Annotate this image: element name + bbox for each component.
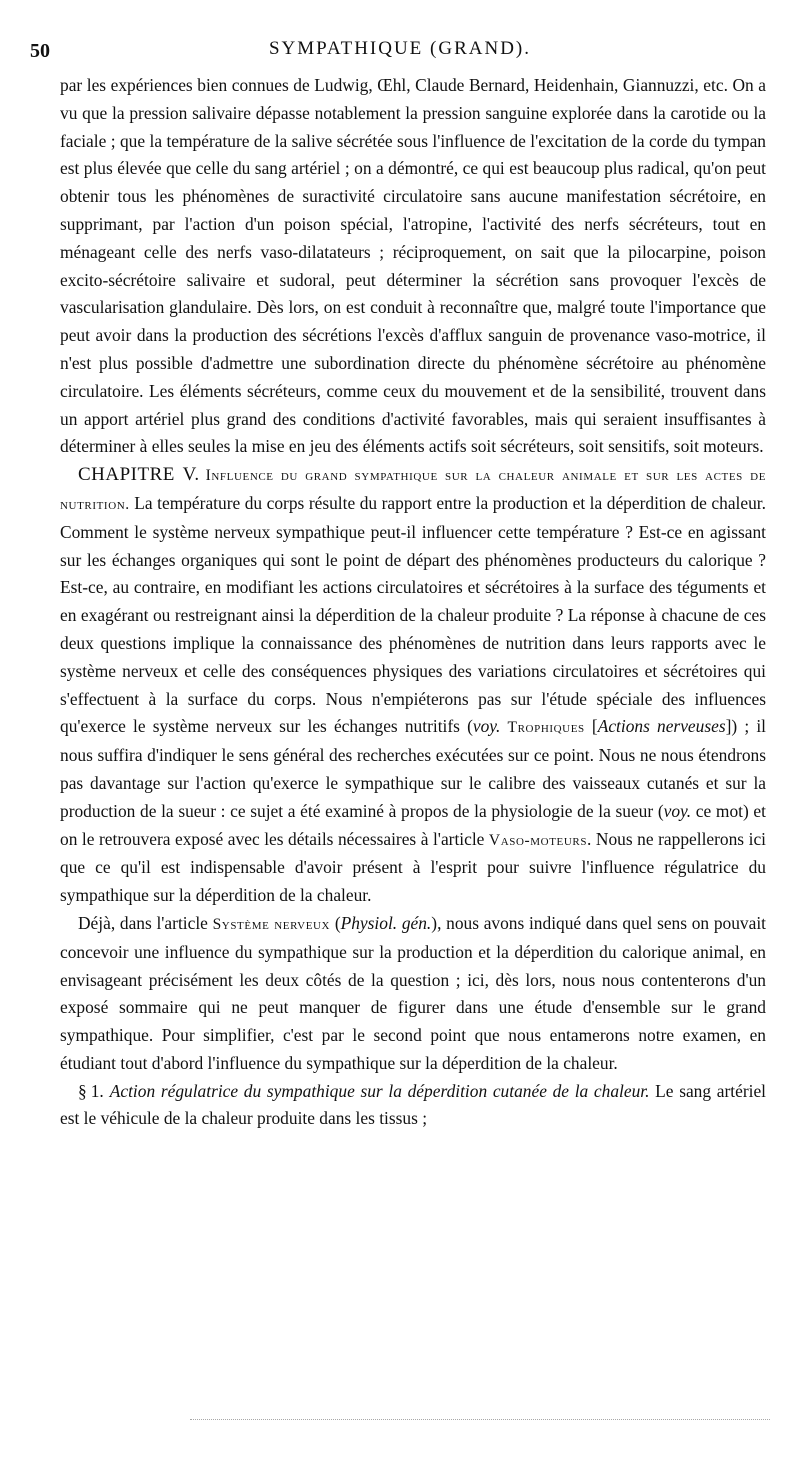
para3-text-c: ), nous avons indiqué dans quel sens on pouvait concevoir une influence du sympathique sur la production et la déperdition du calorique animal, en envisageant précisément les deux côtés de la question ; ici, dès lors, nous nous contenterons d'un exposé sommaire qui ne peut manquer de figurer dans une étude d'ensemble sur le grand sympathique. Pour simplifier, c'est par le second point que nous entamerons notre examen, en étudiant tout d'abord l'influence du sympathique sur la déperdition de la chaleur. (60, 912, 766, 1073)
paragraph-chapter-intro: CHAPITRE V. Influence du grand sympathique sur la chaleur animale et sur les actes de nutrition. La température du corps résulte du rapport entre la production et la déperdition de chaleur. Comment le système nerveux sympathique peut-il influencer cette température ? Est-ce en agissant sur les échanges organiques qui sont le point de départ des phénomènes producteurs du calorique ? Est-ce, au contraire, en modifiant les actions circulatoires et sécrétoires à la surface des téguments et en exagérant ou restreignant ainsi la déperdition de la chaleur produite ? La réponse à chacune de ces deux questions implique la connaissance des phénomènes de nutrition dans leurs rapports avec le système nerveux et celle des conséquences physiques des variations circulatoires et sécrétoires qui s'effectuent à la surface du corps. Nous n'empiéterons pas sur l'étude spéciale des influences qu'exerce le système nerveux sur les échanges nutritifs (voy. Trophiques [Actions nerveuses]) ; il nous suffira d'indiquer le sens général des recherches exécutées sur ce point. Nous ne nous étendrons pas davantage sur l'action qu'exerce le sympathique sur le calibre des vaisseaux cutanés et sur la production de la sueur : ce sujet a été examiné à propos de la physiologie de la sueur (voy. ce mot) et on le retrouvera exposé avec les détails nécessaires à l'article Vaso-moteurs. Nous ne rappellerons ici que ce qu'il est indispensable d'avoir présent à l'esprit pour suivre l'influence régulatrice du sympathique sur la déperdition de la chaleur. (60, 464, 767, 906)
para3-text-a: Déjà, dans l'article (78, 912, 213, 933)
paragraph-section-1 (60, 1078, 766, 1134)
body-text (60, 72, 766, 1133)
trophiques-ref: Trophiques (507, 719, 585, 737)
paragraph-systeme-nerveux (60, 910, 766, 1078)
page-header (30, 34, 770, 64)
paragraph-secretion: par les expériences bien connues de Ludwig, Œhl, Claude Bernard, Heidenhain, Giannuzzi, etc. On a vu que la pression salivaire dépasse notablement la pression sanguine explorée dans la carotide ou la faciale ; que la température de la salive sécrétée sous l'influence de l'excitation de la corde du tympan est plus élevée que celle du sang artériel ; on a démontré, ce qui est beaucoup plus radical, qu'on peut obtenir tous les phénomènes de suractivité circulatoire sans aucune manifestation sécrétoire, en supprimant, par l'action d'un poison spécial, l'atropine, l'activité des nerfs sécréteurs, tout en ménageant celle des nerfs vaso-dilatateurs ; réciproquement, on sait que la pilocarpine, poison excito-sécrétoire salivaire et sudoral, peut déterminer la sécrétion sans provoquer l'excès de vascularisation glandulaire. Dès lors, on est conduit à reconnaître que, malgré toute l'importance que peut avoir dans la production des sécrétions l'excès d'afflux sanguin de provenance vaso-motrice, il n'est plus possible d'admettre une subordination directe du phénomène sécrétoire au phénomène circulatoire. Les éléments sécréteurs, comme ceux du mouvement et de la sensibilité, trouvent dans un apport artériel plus grand des conditions d'activité favorables, mais qui seraient insuffisantes à déterminer à elles seules la mise en jeu des éléments actifs soit sécréteurs, soit sensitifs, soit moteurs. (60, 75, 766, 457)
bottom-ink-smear (190, 1419, 770, 1420)
section-title: Action régulatrice du sympathique sur la déperdition cutanée de la chaleur. (109, 1080, 650, 1101)
vaso-moteurs-ref: Vaso-moteurs (488, 831, 588, 849)
page-number: 50 (30, 40, 50, 62)
chapter-label: CHAPITRE V. (78, 464, 200, 486)
chapter-text-a: La température du corps résulte du rapport entre la production et la déperdition de chaleur. Comment le système nerveux sympathique peut-il influencer cette température ? Est-ce en agissant sur les échanges organiques qui sont le point de départ des phénomènes producteurs du calorique ? Est-ce, au contraire, en modifiant les actions circulatoires et sécrétoires à la surface des téguments et en exagérant ou restreignant ainsi la déperdition de la chaleur produite ? La réponse à chacune de ces deux questions implique la connaissance des phénomènes de nutrition dans leurs rapports avec le système nerveux et celle des conséquences physiques des variations circulatoires et sécrétoires qui s'effectuent à la surface du corps. Nous n'empiéterons pas sur l'étude spéciale des influences qu'exerce le système nerveux sur les échanges nutritifs ( (60, 492, 766, 737)
chapter-text-b: ]) ; il nous suffira d'indiquer le sens général des recherches exécutées sur ce point. Nous ne nous étendrons pas davantage sur l'action qu'exerce le sympathique sur le calibre des vaisseaux cutanés et sur la production de la sueur : ce sujet a été examiné à propos de la physiologie de la sueur ( (60, 716, 766, 821)
para3-text-b: ( (330, 912, 341, 933)
chapter-text-c: ce mot) et on le retrouvera exposé avec les détails nécessaires à l'article (60, 800, 766, 849)
section-text: Le sang artériel est le véhicule de la chaleur produite dans les tissus ; (60, 1080, 766, 1129)
section-symbol: § (78, 1080, 87, 1101)
voy-ref-1: voy. (472, 716, 501, 737)
systeme-nerveux-ref: Système nerveux (212, 915, 331, 933)
actions-nerveuses-ref: Actions nerveuses (597, 716, 726, 737)
chapter-text-d: . Nous ne rappellerons ici que ce qu'il est indispensable d'avoir présent à l'esprit pour suivre l'influence régulatrice du sympathique sur la déperdition de la chaleur. (60, 828, 766, 906)
physiol-gen-ref: Physiol. gén. (340, 912, 432, 933)
chapter-heading: Influence du grand sympathique sur la chaleur animale et sur les actes de nutrition. (60, 467, 767, 513)
voy-ref-2: voy. (663, 800, 692, 821)
running-title: SYMPATHIQUE (GRAND). (268, 38, 532, 59)
section-number: 1. (90, 1080, 104, 1101)
